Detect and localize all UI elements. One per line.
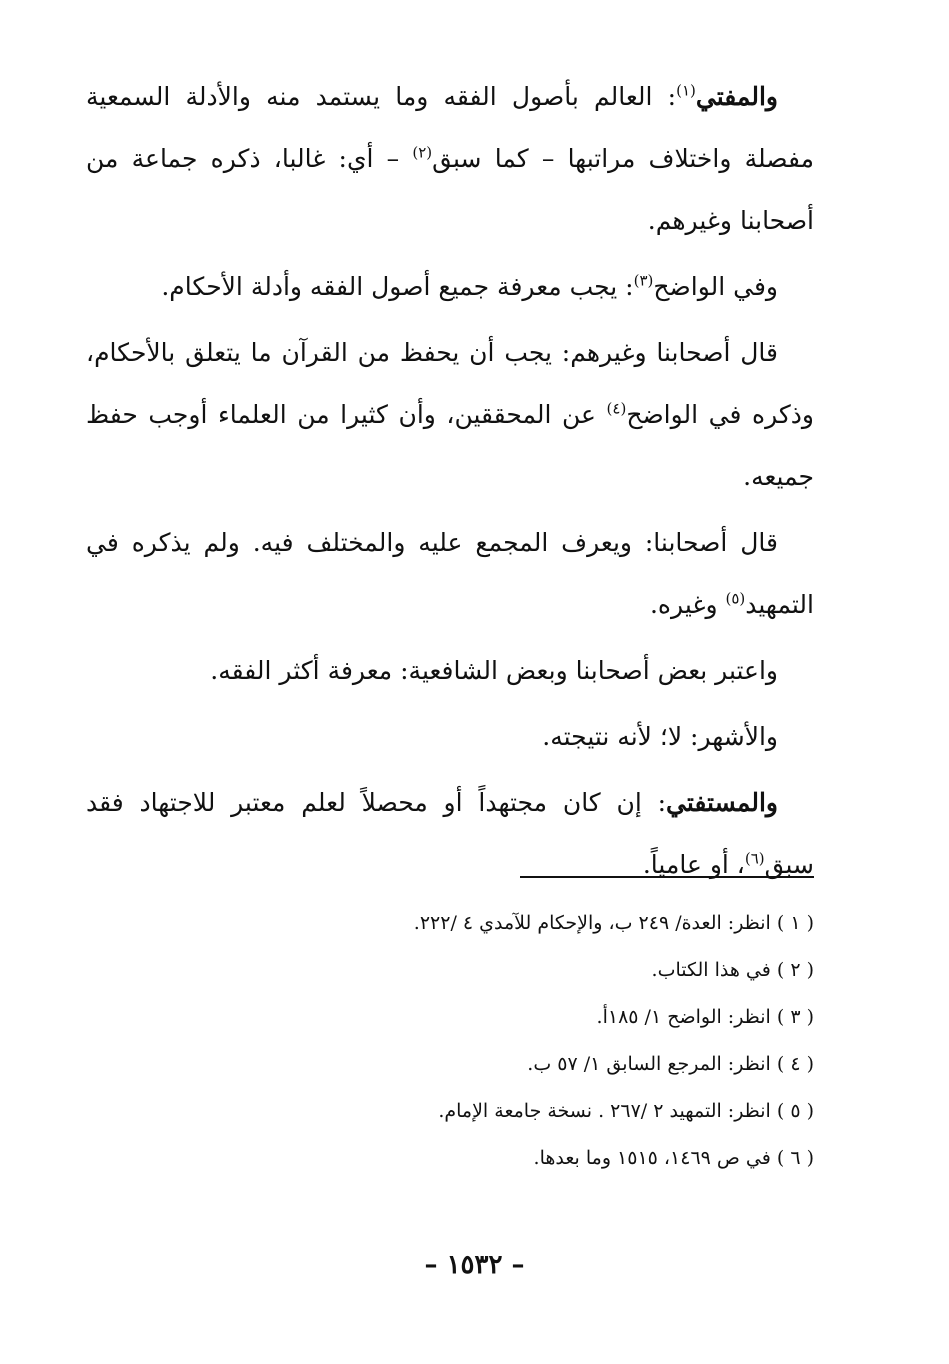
footnote-1: ( ١ ) انظر: العدة/ ٢٤٩ ب، والإحكام للآمدي ٤ /٢٢٢. [413, 912, 814, 934]
paragraph-text: – أي: غالبا، ذكره جماعة من أصحابنا وغيرهم. [86, 144, 814, 235]
footnote-6: ( ٦ ) في ص ١٤٦٩، ١٥١٥ وما بعدها. [533, 1147, 814, 1169]
footnote-2: ( ٢ ) في هذا الكتاب. [651, 959, 814, 981]
term-mufti: والمفتي [695, 82, 778, 111]
paragraph-wadih [86, 256, 814, 318]
footnotes-section [86, 900, 814, 1182]
paragraph-ijma [86, 512, 814, 636]
paragraph-text: ، أو عامياً. [642, 850, 745, 879]
page-number: – ١٥٣٢ – [424, 1250, 525, 1280]
footnote-ref-2[interactable]: (٢) [412, 143, 433, 162]
paragraph-text: : يجب معرفة جميع أصول الفقه وأدلة الأحكام. [161, 272, 634, 301]
paragraph-text: قال أصحابنا: ويعرف المجمع عليه والمختلف فيه. ولم يذكره في التمهيد [86, 528, 814, 619]
footnote-ref-1[interactable]: (١) [676, 81, 696, 100]
footnote-divider [520, 876, 814, 878]
footnote-ref-3[interactable]: (٣) [633, 271, 654, 290]
footnote-4: ( ٤ ) انظر: المرجع السابق ١/ ٥٧ ب. [527, 1053, 814, 1075]
footnote-ref-5[interactable]: (٥) [725, 589, 746, 608]
paragraph-text: عن المحققين، وأن كثيرا من العلماء أوجب حفظ جميعه. [86, 400, 814, 491]
paragraph-text: واعتبر بعض أصحابنا وبعض الشافعية: معرفة أكثر الفقه. [210, 656, 778, 685]
paragraph-text: : العالم بأصول الفقه وما يستمد منه والأدلة السمعية مفصلة واختلاف مراتبها – كما سبق [86, 82, 814, 173]
footnote-ref-6[interactable]: (٦) [744, 849, 765, 868]
paragraph-text: وغيره. [649, 590, 726, 619]
paragraph-text: قال أصحابنا وغيرهم: يجب أن يحفظ من القرآن ما يتعلق بالأحكام، وذكره في الواضح [86, 338, 814, 429]
paragraph-mufti [86, 66, 814, 252]
footnote-ref-4[interactable]: (٤) [606, 399, 627, 418]
footnote-5: ( ٥ ) انظر: التمهيد ٢ /٢٦٧ . نسخة جامعة الإمام. [438, 1100, 814, 1122]
main-text [86, 66, 814, 900]
paragraph-ashhar [86, 706, 814, 768]
paragraph-text: : إن كان مجتهداً أو محصلاً لعلم معتبر للاجتهاد فقد سبق [86, 788, 814, 879]
footnote-3: ( ٣ ) انظر: الواضح ١/ ١٨٥أ. [596, 1006, 814, 1028]
paragraph-text: وفي الواضح [653, 272, 778, 301]
paragraph-shafiiya [86, 640, 814, 702]
paragraph-quran [86, 322, 814, 508]
term-mustafti: والمستفتي [666, 788, 778, 817]
paragraph-text: والأشهر: لا؛ لأنه نتيجته. [542, 722, 778, 751]
